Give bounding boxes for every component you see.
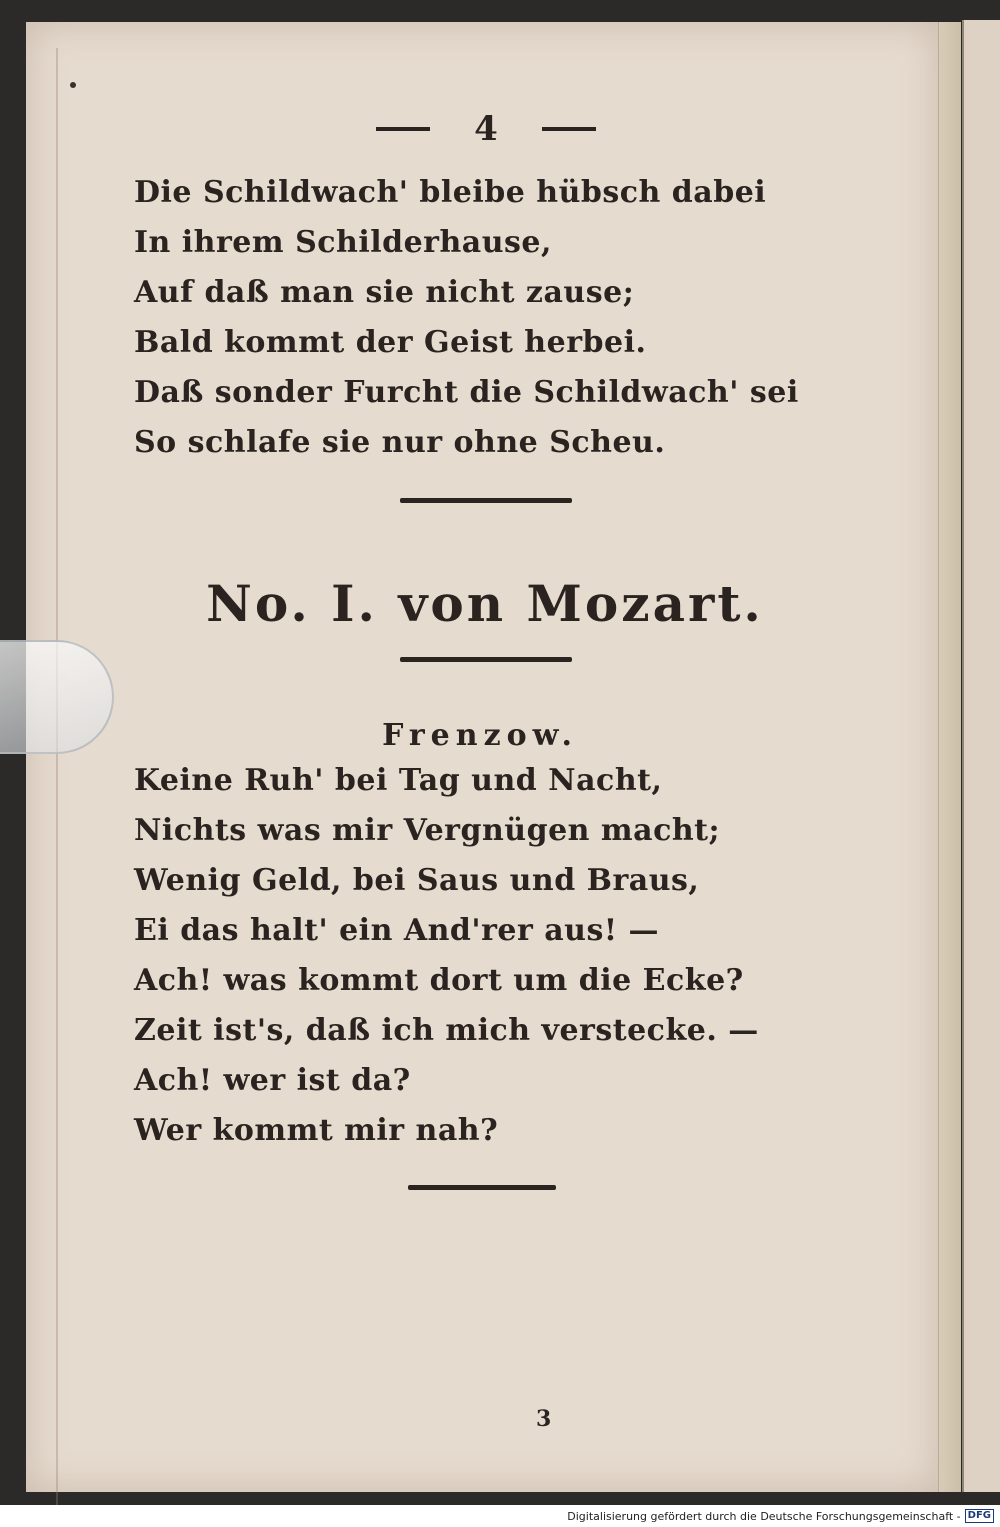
verse-line: Die Schildwach' bleibe hübsch dabei — [134, 175, 767, 210]
verse-line: Ach! wer ist da? — [134, 1063, 411, 1098]
divider-rule — [400, 657, 572, 662]
verse-line: In ihrem Schilderhause, — [134, 225, 552, 260]
verse-line: Daß sonder Furcht die Schildwach' sei — [134, 375, 799, 410]
verse-line: Keine Ruh' bei Tag und Nacht, — [134, 763, 663, 798]
section-heading: No. I. von Mozart. — [206, 574, 764, 633]
page-clip — [0, 640, 114, 754]
verse-stanza-1 — [134, 168, 894, 468]
verse-line: Nichts was mir Vergnügen macht; — [134, 813, 721, 848]
verse-line: Wer kommt mir nah? — [134, 1113, 499, 1148]
digitization-footer — [0, 1505, 1000, 1527]
divider-rule — [400, 498, 572, 503]
verse-line: Bald kommt der Geist herbei. — [134, 325, 647, 360]
verse-line: So schlafe sie nur ohne Scheu. — [134, 425, 666, 460]
ink-speck — [70, 82, 76, 88]
page-edge — [938, 22, 961, 1492]
dfg-logo-icon: DFG — [965, 1509, 994, 1523]
verse-stanza-2 — [134, 756, 894, 1156]
page-header — [376, 104, 596, 154]
page-fold-line — [56, 48, 58, 1505]
divider-rule — [408, 1185, 556, 1190]
page-number: 4 — [474, 109, 498, 149]
left-dash — [376, 127, 430, 131]
verse-line: Auf daß man sie nicht zause; — [134, 275, 635, 310]
verse-line: Zeit ist's, daß ich mich verstecke. — — [134, 1013, 759, 1048]
verse-line: Ach! was kommt dort um die Ecke? — [134, 963, 744, 998]
verse-line: Ei das halt' ein And'rer aus! — — [134, 913, 659, 948]
right-dash — [542, 127, 596, 131]
verse-line: Wenig Geld, bei Saus und Braus, — [134, 863, 700, 898]
signature-mark: 3 — [536, 1406, 552, 1432]
next-page-strip — [962, 20, 1000, 1492]
dfg-credit: Digitalisierung gefördert durch die Deutsche Forschungsgemeinschaft - — [567, 1509, 961, 1523]
speaker-name: Frenzow. — [382, 718, 578, 753]
